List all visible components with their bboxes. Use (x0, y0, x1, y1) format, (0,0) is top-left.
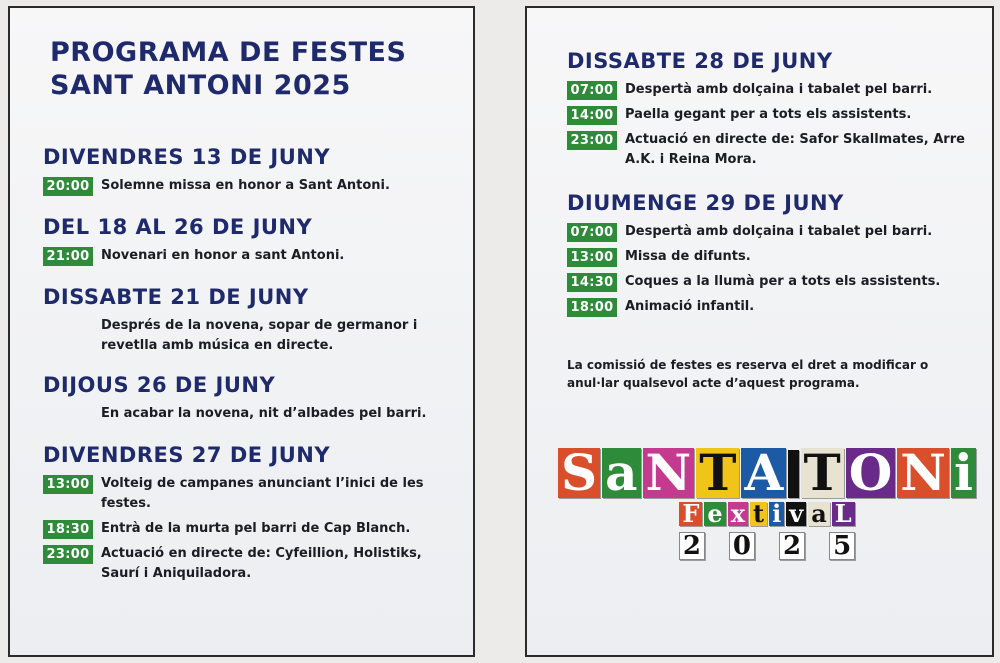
event-description: Actuació en directe de: Cyfeillion, Holistiks, Saurí i Aniquiladora. (101, 546, 422, 581)
event-description: Actuació en directe de: Safor Skallmates, Arre A.K. i Reina Mora. (625, 132, 965, 167)
left-panel (8, 6, 475, 657)
logo-letter-tile: x (728, 502, 748, 526)
day-section (43, 214, 443, 271)
event-description: Coques a la llumà per a tots els assistents. (625, 274, 941, 289)
title-line-2: SANT ANTONI 2025 (50, 70, 351, 101)
event-description: Volteig de campanes anunciant l’inici de les festes. (101, 476, 424, 511)
event-row (43, 474, 443, 514)
event-row (567, 272, 967, 292)
sant-antoni-festival-logo (557, 443, 977, 618)
time-badge: 18:00 (567, 298, 617, 317)
event-description: En acabar la novena, nit d’albades pel barri. (101, 406, 427, 421)
logo-letter-tile: a (808, 502, 830, 526)
logo-letter-tile: O (846, 448, 896, 498)
event-description: Despertà amb dolçaina i tabalet pel barri. (625, 224, 933, 239)
event-row (567, 105, 967, 125)
event-row (567, 130, 967, 170)
logo-letter-tile: t (750, 502, 767, 526)
day-section (43, 442, 443, 589)
event-row (43, 544, 443, 584)
event-row (43, 246, 443, 266)
logo-letter-tile: i (951, 448, 976, 498)
event-description: Missa de difunts. (625, 249, 751, 264)
event-row (43, 316, 443, 356)
event-description: Entrà de la murta pel barri de Cap Blanch. (101, 521, 411, 536)
logo-word-festival (557, 499, 977, 528)
logo-letter-tile: 2 (679, 532, 705, 560)
time-badge: 14:30 (567, 273, 617, 292)
event-description: Novenari en honor a sant Antoni. (101, 248, 345, 263)
disclaimer-note: La comissió de festes es reserva el dret a modificar o anul·lar qualsevol acte d’aquest programa. (567, 358, 929, 390)
event-row (567, 80, 967, 100)
logo-letter-tile: F (679, 502, 702, 526)
day-heading: DIVENDRES 27 DE JUNY (43, 443, 331, 467)
day-heading: DISSABTE 28 DE JUNY (567, 49, 833, 73)
time-badge: 13:00 (43, 475, 93, 494)
logo-letter-tile: v (786, 502, 806, 526)
day-section (567, 190, 967, 322)
day-section (43, 372, 443, 429)
time-badge: 23:00 (43, 545, 93, 564)
day-heading: DIVENDRES 13 DE JUNY (43, 145, 331, 169)
event-row (567, 247, 967, 267)
logo-letter-tile: a (602, 448, 640, 498)
logo-letter-tile: 2 (779, 532, 805, 560)
logo-word-sant-antoni (557, 443, 977, 502)
time-badge: 20:00 (43, 177, 93, 196)
event-row (43, 176, 443, 196)
event-row (567, 222, 967, 242)
logo-letter-tile: e (704, 502, 725, 526)
logo-letter-tile: N (897, 448, 949, 498)
event-row (43, 519, 443, 539)
time-badge: 23:00 (567, 131, 617, 150)
day-section (43, 144, 443, 201)
logo-word-year (557, 532, 977, 560)
page-title (50, 36, 406, 102)
logo-letter-tile (788, 450, 798, 498)
logo-letter-tile: T (696, 448, 739, 498)
time-badge: 13:00 (567, 248, 617, 267)
logo-letter-tile: 0 (729, 532, 755, 560)
event-row (567, 297, 967, 317)
time-badge: 07:00 (567, 223, 617, 242)
logo-letter-tile: A (741, 448, 786, 498)
title-line-1: PROGRAMA DE FESTES (50, 37, 407, 68)
day-section (43, 284, 443, 361)
day-heading: DISSABTE 21 DE JUNY (43, 285, 309, 309)
event-description: Solemne missa en honor a Sant Antoni. (101, 178, 390, 193)
logo-letter-tile: S (558, 448, 600, 498)
time-badge: 07:00 (567, 81, 617, 100)
logo-letter-tile: 5 (829, 532, 855, 560)
time-badge: 21:00 (43, 247, 93, 266)
event-description: Després de la novena, sopar de germanor i revetlla amb música en directe. (101, 318, 418, 353)
logo-letter-tile: i (769, 502, 784, 526)
event-row (43, 404, 443, 424)
time-badge: 14:00 (567, 106, 617, 125)
logo-letter-tile: N (643, 448, 695, 498)
day-section (567, 48, 967, 175)
event-description: Paella gegant per a tots els assistents. (625, 107, 912, 122)
logo-letter-tile: L (832, 502, 855, 526)
day-heading: DIJOUS 26 DE JUNY (43, 373, 276, 397)
time-badge: 18:30 (43, 520, 93, 539)
day-heading: DEL 18 AL 26 DE JUNY (43, 215, 313, 239)
right-panel (525, 6, 994, 657)
day-heading: DIUMENGE 29 DE JUNY (567, 191, 844, 215)
event-description: Animació infantil. (625, 299, 755, 314)
event-description: Despertà amb dolçaina i tabalet pel barri. (625, 82, 933, 97)
logo-letter-tile: T (801, 448, 844, 498)
